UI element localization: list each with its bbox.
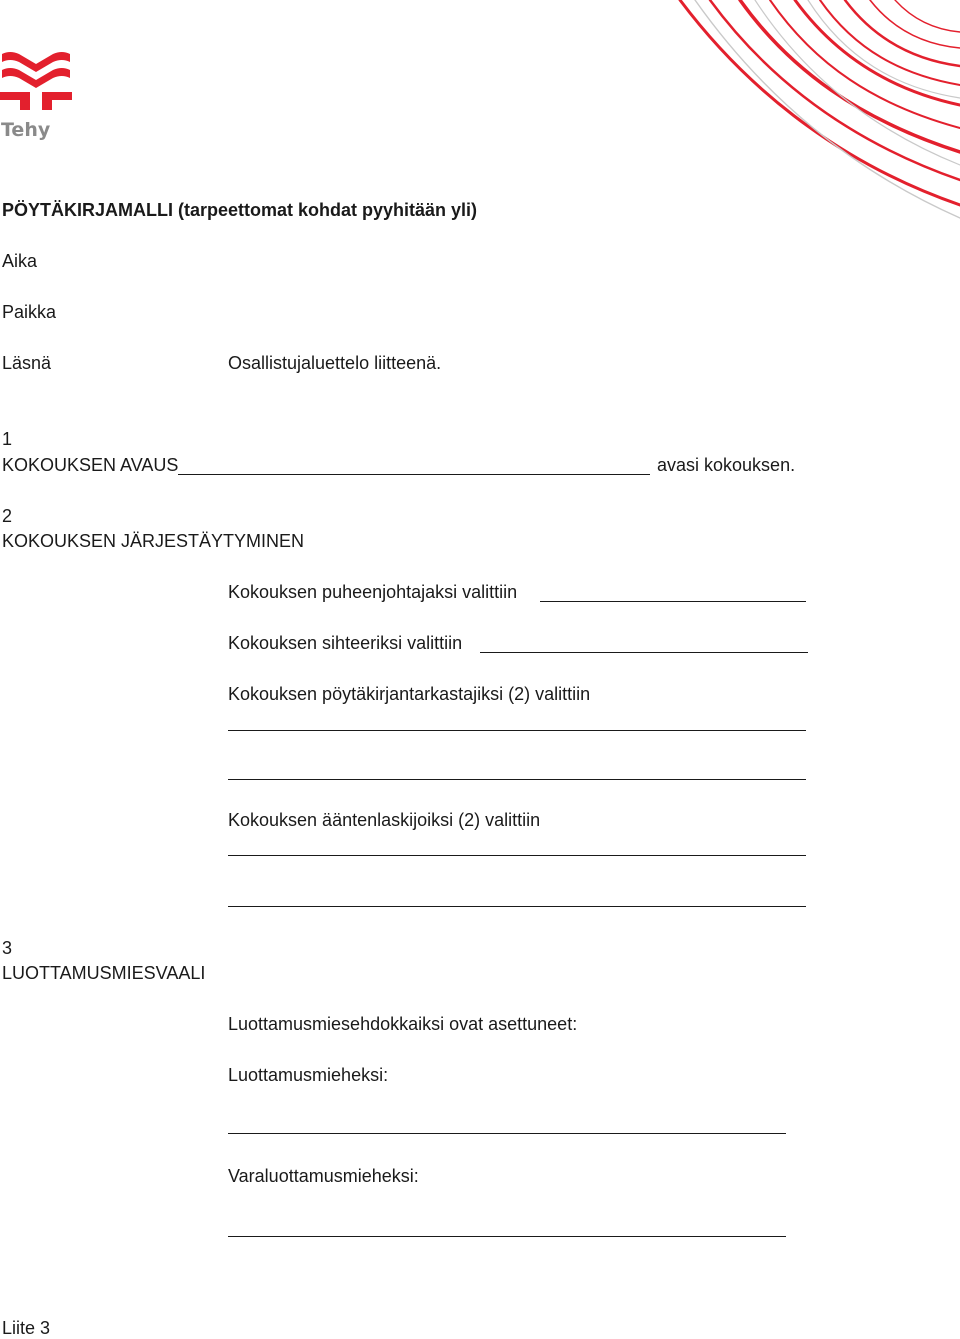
tellers-blank-line-1 <box>228 855 806 856</box>
checkers-blank-line-1 <box>228 730 806 731</box>
field-lasna-label: Läsnä <box>2 353 52 373</box>
attachment-label: Liite 3 <box>2 1318 51 1338</box>
candidates-label: Luottamusmiesehdokkaiksi ovat asettuneet: <box>228 1014 578 1034</box>
shop-steward-blank-line <box>228 1133 786 1134</box>
secretary-label: Kokouksen sihteeriksi valittiin <box>228 633 463 653</box>
deputy-label: Varaluottamusmieheksi: <box>228 1166 419 1186</box>
section2-number: 2 <box>2 506 13 526</box>
tellers-blank-line-2 <box>228 906 806 907</box>
field-aika-label: Aika <box>2 251 38 271</box>
logo-text: Tehy <box>1 119 51 140</box>
section2-heading: KOKOUKSEN JÄRJESTÄYTYMINEN <box>2 531 305 551</box>
field-lasna-value: Osallistujaluettelo liitteenä. <box>228 353 442 373</box>
shop-steward-label: Luottamusmieheksi: <box>228 1065 389 1085</box>
field-paikka-label: Paikka <box>2 302 57 322</box>
deputy-blank-line <box>228 1236 786 1237</box>
chair-label: Kokouksen puheenjohtajaksi valittiin <box>228 582 518 602</box>
section1-number: 1 <box>2 429 13 449</box>
section1-suffix: avasi kokouksen. <box>657 455 796 475</box>
section1-blank-line <box>178 474 650 475</box>
section1-heading: KOKOUKSEN AVAUS <box>2 455 179 475</box>
checkers-label: Kokouksen pöytäkirjantarkastajiksi (2) valittiin <box>228 684 591 704</box>
section3-number: 3 <box>2 938 13 958</box>
section3-heading: LUOTTAMUSMIESVAALI <box>2 963 206 983</box>
checkers-blank-line-2 <box>228 779 806 780</box>
decorative-swoosh <box>590 0 960 230</box>
secretary-blank-line <box>480 652 808 653</box>
document-title: PÖYTÄKIRJAMALLI (tarpeettomat kohdat pyyhitään yli) <box>2 200 478 220</box>
chair-blank-line <box>540 601 806 602</box>
tellers-label: Kokouksen ääntenlaskijoiksi (2) valittiin <box>228 810 541 830</box>
tehy-logo <box>0 48 72 140</box>
